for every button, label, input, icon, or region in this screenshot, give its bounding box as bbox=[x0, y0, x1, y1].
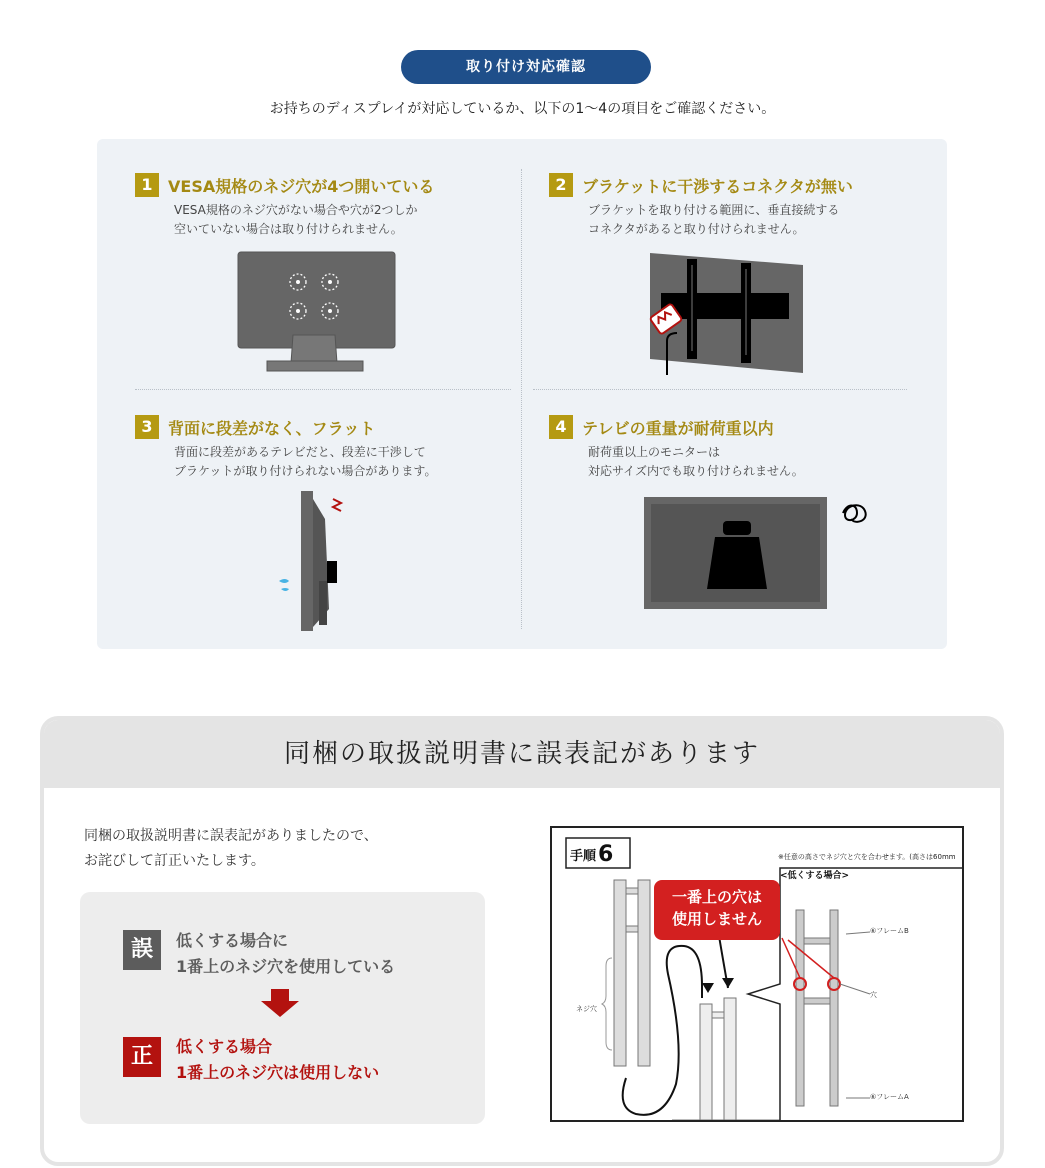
check-title: ブラケットに干渉するコネクタが無い bbox=[582, 176, 853, 196]
check-title: 背面に段差がなく、フラット bbox=[168, 418, 376, 438]
check-panel bbox=[97, 139, 947, 649]
check-item-3 bbox=[135, 415, 436, 481]
flat-back-illustration bbox=[273, 489, 353, 635]
horizontal-divider-left bbox=[135, 389, 511, 390]
check-item-1 bbox=[135, 173, 434, 239]
intro-text: お持ちのディスプレイが対応しているか、以下の1〜4の項目をご確認ください。 bbox=[269, 101, 776, 117]
monitor-vesa-illustration bbox=[237, 251, 397, 373]
errata-heading: 同梱の取扱説明書に誤表記があります bbox=[44, 720, 1000, 788]
check-description: VESA規格のネジ穴がない場合や穴が2つしか 空いていない場合は取り付けられません。 bbox=[174, 203, 418, 236]
hole-label: 穴 bbox=[870, 991, 877, 999]
bracket-connector-illustration bbox=[645, 251, 805, 375]
correct-text: 低くする場合 1番上のネジ穴は使用しない bbox=[176, 1037, 380, 1082]
vertical-divider bbox=[521, 169, 522, 629]
frame-b-label: ⑥フレームB bbox=[870, 927, 909, 935]
check-number: 3 bbox=[135, 415, 159, 439]
step-number: 6 bbox=[598, 842, 614, 867]
check-description: 耐荷重以上のモニターは 対応サイズ内でも取り付けられません。 bbox=[588, 445, 804, 478]
manual-excerpt bbox=[550, 826, 964, 1122]
errata-body: 同梱の取扱説明書に誤表記がありましたので、 お詫びして訂正いたします。 bbox=[84, 828, 378, 869]
correction-box bbox=[80, 892, 485, 1124]
step-label: 手順 6 bbox=[570, 842, 614, 867]
down-arrow-icon bbox=[259, 989, 301, 1019]
case-label: <低くする場合> bbox=[780, 871, 850, 881]
check-item-4 bbox=[549, 415, 804, 481]
wrong-badge: 誤 bbox=[123, 930, 161, 970]
frame-a-label: ⑥フレームA bbox=[870, 1093, 909, 1101]
section-pill: 取り付け対応確認 bbox=[401, 50, 651, 84]
correct-badge: 正 bbox=[123, 1037, 161, 1077]
check-description: ブラケットを取り付ける範囲に、垂直接続する コネクタがあると取り付けられません。 bbox=[588, 203, 840, 236]
check-title: VESA規格のネジ穴が4つ開いている bbox=[168, 176, 435, 196]
check-item-2 bbox=[549, 173, 853, 239]
errata-panel bbox=[40, 716, 1004, 1166]
check-title: テレビの重量が耐荷重以内 bbox=[582, 418, 774, 438]
check-number: 2 bbox=[549, 173, 573, 197]
manual-note: ※任意の高さでネジ穴と穴を合わせます。(高さは60mm bbox=[778, 853, 956, 861]
check-number: 4 bbox=[549, 415, 573, 439]
check-description: 背面に段差があるテレビだと、段差に干渉して ブラケットが取り付けられない場合があります。 bbox=[174, 445, 437, 478]
manual-diagram bbox=[552, 828, 964, 1122]
screw-hole-label: ネジ穴 bbox=[576, 1005, 597, 1013]
horizontal-divider-right bbox=[533, 389, 907, 390]
check-number: 1 bbox=[135, 173, 159, 197]
callout-text: 一番上の穴は 使用しません bbox=[671, 888, 762, 928]
weight-tv-illustration bbox=[643, 491, 883, 611]
wrong-text: 低くする場合に 1番上のネジ穴を使用している bbox=[176, 931, 396, 976]
